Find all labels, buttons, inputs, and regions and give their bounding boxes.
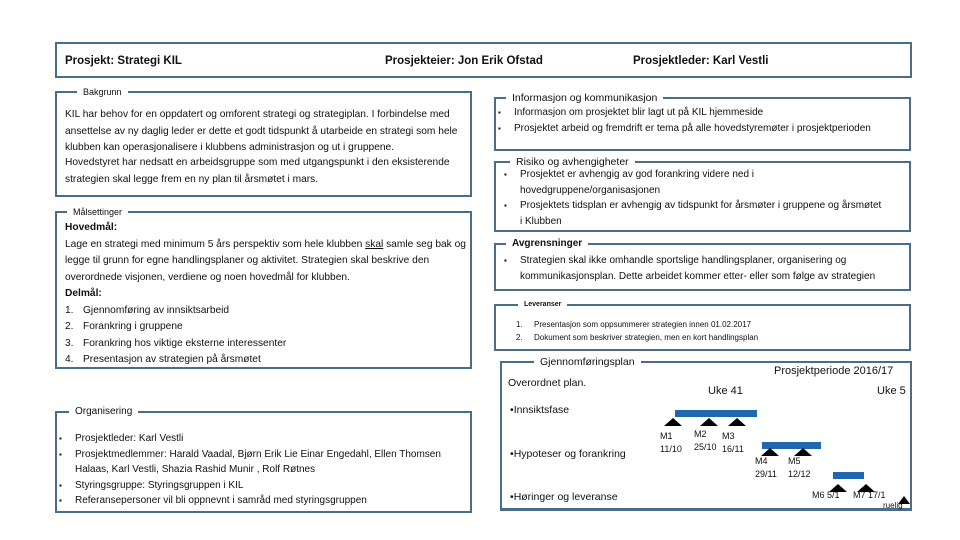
sub-goal-item: 4. Presentasjon av strategien på årsmøtet [65, 354, 261, 365]
info-box [494, 92, 911, 151]
sub-goal-item: 3. Forankring hos viktige eksterne interessenter [65, 337, 287, 349]
deliverable-item: 2. Dokument som beskriver strategien, men en kort handlingsplan [516, 333, 759, 342]
background-text-2: Hovedstyret har nedsatt en arbeidsgruppe som med utgangspunkt i den eksisterende strategien skal legge frem en ny plan til årsmøtet i mars. [65, 157, 450, 185]
project-name: Prosjekt: Strategi KIL [65, 55, 182, 67]
goals-content [65, 220, 470, 369]
sub-goal-item: 2. Forankring i gruppene [65, 321, 183, 332]
gantt-bar-phase-3 [833, 472, 864, 479]
phase-label: •Hypoteser og forankring [510, 448, 626, 460]
deliverables-box [494, 301, 911, 351]
deliverables-list [516, 318, 758, 344]
background-text-1: KIL har behov for en oppdatert og omforent strategi og strategiplan. I forbindelse med ansettelse av ny daglig leder er dette et godt tidspunkt å utarbeide en strategi som hele klubben kan operasjonalisere i klubbens administrasjon og ut i gruppene. [65, 109, 458, 153]
deliverable-item: 1. Presentasjon som oppsummerer strategien innen 01.02.2017 [516, 320, 752, 329]
milestone-label: M3 16/11 [722, 431, 744, 454]
sub-goal-item: 1. Gjennomføring av innsiktsarbeid [65, 304, 230, 316]
phase-label: •Høringer og leveranse [510, 491, 618, 503]
milestone-label: M2 25/10 [694, 429, 717, 452]
organization-item: ▪ Styringsgruppe: Styringsgruppen i KIL [57, 478, 472, 494]
project-owner: Prosjekteier: Jon Erik Ofstad [385, 55, 543, 67]
main-goal-text [65, 237, 470, 287]
organization-box [55, 406, 472, 513]
info-item: ▪ Informasjon om prosjektet blir lagt ut på KIL hjemmeside [496, 105, 896, 121]
milestone-marker-icon [700, 418, 718, 426]
risk-box [494, 156, 911, 232]
risk-item: ▪ Prosjektets tidsplan er avhengig av tidspunkt for årsmøter i gruppene og årsmøtet i Klubben [502, 198, 882, 229]
organization-item: ▪ Prosjektleder: Karl Vestli [57, 431, 472, 447]
milestone-marker-icon [664, 418, 682, 426]
milestone-label: M4 29/11 [755, 456, 777, 479]
info-item: ▪ Prosjektet arbeid og fremdrift er tema på alle hovedstyremøter i prosjektperioden [496, 121, 896, 137]
limits-box [494, 238, 911, 291]
main-goal-pre: Lage en strategi med minimum 5 års perspektiv som hele klubben [65, 238, 366, 250]
organization-list [57, 431, 472, 509]
info-legend: Informasjon og kommunikasjon [506, 91, 663, 105]
main-goal-underline: skal [365, 238, 384, 250]
plan-legend: Gjennomføringsplan [534, 355, 641, 369]
main-goal-post: samle seg bak og legge til grunn for egne handlingsplaner og aktivitet. Strategien skal beskrive den overordnede visjonen, verdiene og noen hovedmål for klubben. [65, 238, 466, 283]
goals-legend: Målsettinger [67, 205, 128, 219]
limits-item: ▪ Strategien skal ikke omhandle sportslige handlingsplaner, organisering og kommunikasjonsplan. Dette arbeidet kommer etter- eller som følge av strategien [502, 253, 882, 284]
background-legend: Bakgrunn [77, 85, 128, 99]
deliverables-legend: Leveranser [518, 298, 567, 312]
risk-item: ▪ Prosjektet er avhengig av god forankring videre ned i hovedgruppene/organisasjonen [502, 167, 882, 198]
main-goal-title: Hovedmål: [65, 222, 118, 233]
organization-item: ▪ Referansepersoner vil bli oppnevnt i samråd med styringsgruppen [57, 493, 472, 509]
limits-list [502, 253, 882, 284]
project-leader: Prosjektleder: Karl Vestli [633, 55, 769, 67]
project-period: Prosjektperiode 2016/17 [774, 365, 894, 377]
organization-item: ▪ Prosjektmedlemmer: Harald Vaadal, Bjørn Erik Lie Einar Engedahl, Ellen Thomsen Halaas, Karl Vestli, Shazia Rashid Munir , Rolf Røtnes [57, 447, 472, 478]
limits-legend: Avgrensninger [506, 237, 588, 251]
gantt-bar-phase-1 [675, 410, 757, 417]
milestone-label: M7 17/1 [853, 490, 886, 500]
overview-label: Overordnet plan. [508, 377, 587, 389]
milestone-label: M5 12/12 [788, 456, 811, 479]
week-end: Uke 5 [877, 385, 906, 397]
risk-legend: Risiko og avhengigheter [510, 155, 635, 169]
background-box [55, 87, 472, 197]
end-label: ruelig [883, 501, 903, 510]
info-list [496, 105, 896, 136]
sub-goal-title: Delmål: [65, 288, 102, 299]
organization-legend: Organisering [69, 405, 138, 419]
phase-label: •Innsiktsfase [510, 404, 570, 416]
goals-box [55, 207, 472, 369]
milestone-label: M6 5/1 [812, 490, 840, 500]
header-box [55, 42, 912, 78]
milestone-label: M1 11/10 [660, 431, 682, 454]
week-start: Uke 41 [708, 385, 743, 397]
milestone-marker-icon [728, 418, 746, 426]
risk-list [502, 167, 882, 229]
